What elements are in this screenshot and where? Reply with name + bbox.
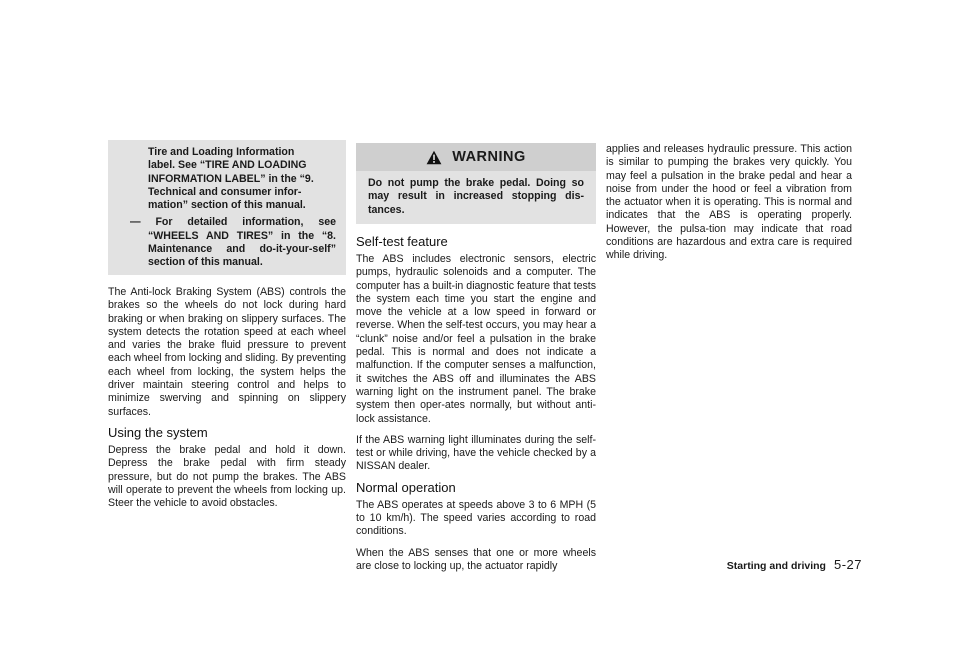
warning-box <box>356 143 596 224</box>
actuator-paragraph: applies and releases hydraulic pressure. This action is similar to pumping the brakes very quickly. You may feel a pulsation in the brake pedal and hear a noise from under the hood or feel a vibration from the actuator when it is operating. This is normal and indicates that the ABS is operating properly. However, the pulsa-tion may indicate that road conditions are hazardous and extra care is required while driving. <box>606 143 852 262</box>
page-number: 5-27 <box>833 557 862 572</box>
notice-line: label. See “TIRE AND LOADING <box>148 159 307 172</box>
using-system-heading: Using the system <box>108 424 208 440</box>
notice-box <box>108 140 346 275</box>
warning-text: Do not pump the brake pedal. Doing so may result in increased stopping dis-tances. <box>368 177 584 216</box>
normal-operation-paragraph: The ABS operates at speeds above 3 to 6 MPH (5 to 10 km/h). The speed varies according to road conditions. <box>356 498 596 538</box>
using-system-paragraph: Depress the brake pedal and hold it down. Depress the brake pedal with firm steady pressure, but do not pump the brakes. The ABS will operate to prevent the wheels from locking up. Steer the vehicle to avoid obstacles. <box>108 443 346 510</box>
right-body <box>606 143 852 263</box>
abs-intro-paragraph: The Anti-lock Braking System (ABS) controls the brakes so the wheels do not lock during hard braking or when braking on slippery surfaces. The system detects the rotation speed at each wheel and varies the brake fluid pressure to prevent each wheel from locking and sliding. By preventing each wheel from locking, the system helps the driver maintain steering control and helps to minimize swerving and spinning on slippery surfaces. <box>108 286 346 418</box>
footer-section-title: Starting and driving <box>726 560 826 572</box>
self-test-heading: Self-test feature <box>356 234 448 249</box>
notice-line: INFORMATION LABEL” in the “9. <box>148 172 314 185</box>
normal-operation-heading: Normal operation <box>356 479 456 495</box>
notice-line: mation” section of this manual. <box>148 199 306 212</box>
notice-dash-item: — For detailed information, see “WHEELS AND TIRES” in the “8. Maintenance and do-it-your-self” section of this manual. <box>130 216 336 269</box>
middle-body <box>356 228 596 573</box>
notice-line: Technical and consumer infor- <box>148 185 302 198</box>
warning-header <box>356 143 596 171</box>
normal-operation-paragraph: When the ABS senses that one or more wheels are close to locking up, the actuator rapidly <box>356 546 596 572</box>
left-body <box>108 286 346 510</box>
warning-triangle-icon <box>426 150 442 165</box>
notice-line: Tire and Loading Information <box>148 146 295 158</box>
page-footer <box>727 557 862 572</box>
warning-title: WARNING <box>452 149 526 165</box>
self-test-paragraph: The ABS includes electronic sensors, electric pumps, hydraulic solenoids and a computer. The computer has a built-in diagnostic feature that tests the system each time you start the engine and move the vehicle at a low speed in forward or reverse. When the self-test occurs, you may hear a “clunk” noise and/or feel a pulsation in the brake pedal. This is normal and does not indicate a malfunction. If the computer senses a malfunction, it switches the ABS off and illuminates the ABS warning light on the instrument panel. The brake system then oper-ates normally, but without anti-lock assistance. <box>356 253 596 425</box>
self-test-paragraph: If the ABS warning light illuminates during the self-test or while driving, have the vehicle checked by a NISSAN dealer. <box>356 433 596 473</box>
